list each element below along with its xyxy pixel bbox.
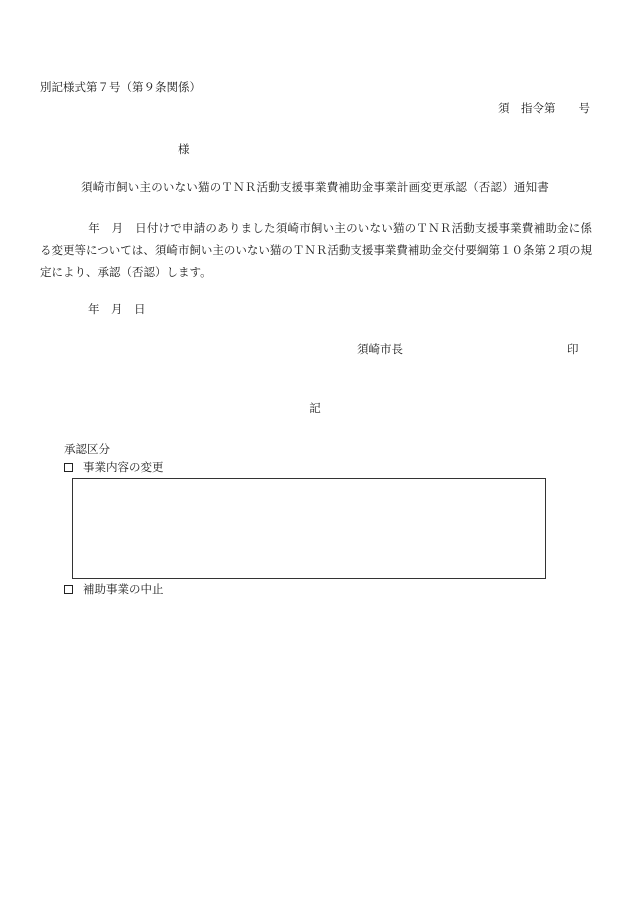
option-change xyxy=(64,462,164,474)
body-text: 年 月 日付けで申請のありました須崎市飼い主のいない猫のＴＮＲ活動支援事業費補助金に係る変更等については、須崎市飼い主のいない猫のＴＮＲ活動支援事業費補助金交付要綱第１０条第２項の規定により、承認（否認）します。 xyxy=(40,221,592,279)
seal-mark: 印 xyxy=(567,342,579,356)
document-title: 須崎市飼い主のいない猫のＴＮＲ活動支援事業費補助金事業計画変更承認（否認）通知書 xyxy=(81,180,549,194)
option-change-label: 事業内容の変更 xyxy=(83,460,164,474)
addressee-honorific: 様 xyxy=(178,142,190,156)
option-cancel xyxy=(64,584,164,596)
change-details-box[interactable] xyxy=(72,478,546,579)
ki-heading: 記 xyxy=(309,401,321,415)
body-paragraph xyxy=(40,217,592,283)
option-cancel-label: 補助事業の中止 xyxy=(83,582,164,596)
checkbox-change[interactable] xyxy=(64,463,73,472)
issuer-name: 須崎市長 xyxy=(357,342,403,356)
issue-date: 年 月 日 xyxy=(88,302,146,316)
approval-category-heading: 承認区分 xyxy=(64,442,110,456)
notice-number: 須 指令第 号 xyxy=(498,101,590,115)
checkbox-cancel[interactable] xyxy=(64,585,73,594)
form-number: 別記様式第７号（第９条関係） xyxy=(40,80,201,94)
